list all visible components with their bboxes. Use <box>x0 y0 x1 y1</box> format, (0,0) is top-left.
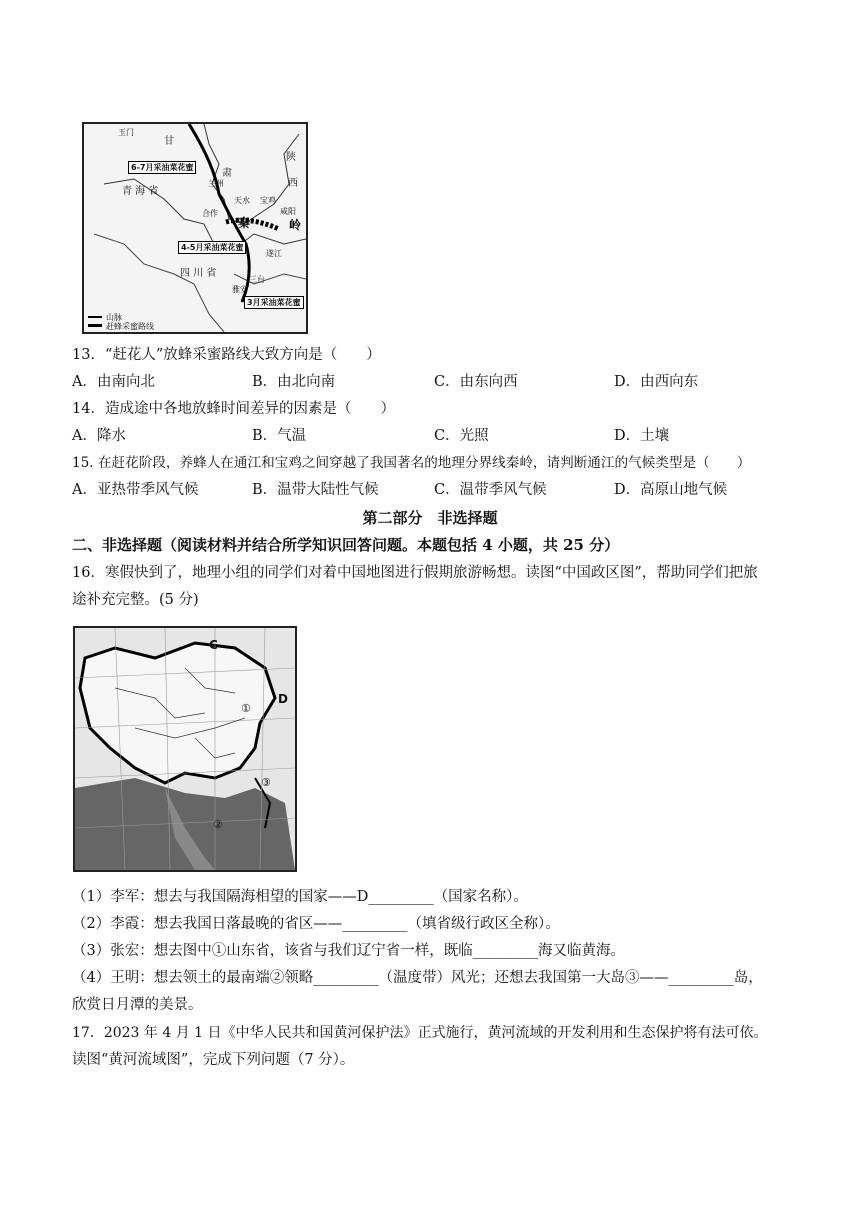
question-13-stem: 13．“赶花人”放蜂采蜜路线大致方向是（ ） <box>72 347 381 363</box>
question-13-option-b[interactable]: B．由北向南 <box>252 374 336 390</box>
map-label-baoji: 宝鸡 <box>260 196 276 205</box>
map-label-tianshui: 天水 <box>234 196 250 205</box>
question-13-option-c[interactable]: C．由东向西 <box>434 374 518 390</box>
map-label-santai: 三台 <box>249 275 265 284</box>
question-14-stem: 14．造成途中各地放蜂时间差异的因素是（ ） <box>72 401 395 417</box>
map-label-range-3: 3月采油菜花蜜 <box>244 296 304 309</box>
question-15-option-b[interactable]: B．温带大陆性气候 <box>252 482 379 498</box>
bee-route-map <box>82 122 308 334</box>
china-political-map <box>73 626 297 872</box>
question-14-option-d[interactable]: D．土壤 <box>614 428 670 444</box>
china-map-drawing <box>75 628 295 870</box>
map-label-yumen: 玉门 <box>118 128 134 137</box>
map-label-xi: 西 <box>288 178 298 189</box>
question-15-option-a[interactable]: A．亚热带季风气候 <box>72 482 199 498</box>
map-label-lanzhou: 兰州 <box>208 179 224 188</box>
part2-heading: 第二部分 非选择题 <box>362 509 498 527</box>
question-13-option-d[interactable]: D．由西向东 <box>614 374 699 390</box>
question-16-sub4-line1: （4）王明：想去领土的最南端②领略_________（温度带）风光；还想去我国第一大岛③——_________岛， <box>72 970 763 986</box>
map-label-ling: 岭 <box>289 218 302 232</box>
map-label-hezuo: 合作 <box>202 209 218 218</box>
map-label-sichuan: 四 川 省 <box>180 268 217 279</box>
map-label-d: D <box>278 692 288 706</box>
map-label-ya-an: 雅安 <box>232 285 248 294</box>
map-label-shaan: 陕 <box>286 152 296 163</box>
map-label-suijiang: 遂江 <box>266 249 282 258</box>
map-label-su: 肃 <box>222 168 232 179</box>
legend-route: 赶蜂采蜜路线 <box>106 322 154 331</box>
map-label-1: ① <box>241 702 251 715</box>
question-14-option-c[interactable]: C．光照 <box>434 428 489 444</box>
map-label-qinghai: 青 海 省 <box>122 186 159 197</box>
question-16-sub1: （1）李军：想去与我国隔海相望的国家——D_________（国家名称）。 <box>72 889 528 905</box>
question-17-line1: 17．2023 年 4 月 1 日《中华人民共和国黄河保护法》正式施行，黄河流域的开发利用和生态保护将有法可依。 <box>72 1025 768 1041</box>
question-15-option-c[interactable]: C．温带季风气候 <box>434 482 547 498</box>
map-label-3: ③ <box>261 776 271 789</box>
map-label-gan: 甘 <box>164 136 174 147</box>
question-14-option-a[interactable]: A．降水 <box>72 428 126 444</box>
map-label-qin: 秦 <box>238 216 251 230</box>
map-label-range-6-7: 6-7月采油菜花蜜 <box>128 161 196 174</box>
question-16-stem-line2: 途补充完整。(5 分) <box>72 592 199 608</box>
legend-mountain: 山脉 <box>106 313 122 322</box>
map-label-xianyang: 咸阳 <box>280 207 296 216</box>
map-label-2: ② <box>213 818 223 831</box>
question-17-line2: 读图“黄河流域图”，完成下列问题（7 分）。 <box>72 1052 355 1068</box>
question-16-sub3: （3）张宏：想去图中①山东省，该省与我们辽宁省一样，既临_________海又临黄海。 <box>72 943 625 959</box>
map-label-c: C <box>209 638 218 652</box>
question-16-sub2: （2）李霞：想去我国日落最晚的省区——_________（填省级行政区全称）。 <box>72 916 560 932</box>
question-14-option-b[interactable]: B．气温 <box>252 428 307 444</box>
map-label-range-4-5: 4-5月采油菜花蜜 <box>178 241 246 254</box>
question-15-stem: 15. 在赶花阶段，养蜂人在通江和宝鸡之间穿越了我国著名的地理分界线秦岭，请判断通江的气候类型是（ ） <box>72 455 751 471</box>
question-15-option-d[interactable]: D．高原山地气候 <box>614 482 728 498</box>
question-16-sub4-line2: 欣赏日月潭的美景。 <box>72 997 203 1013</box>
section-title: 二、非选择题（阅读材料并结合所学知识回答问题。本题包括 4 小题，共 25 分） <box>72 536 620 554</box>
question-13-option-a[interactable]: A．由南向北 <box>72 374 155 390</box>
question-16-stem-line1: 16．寒假快到了，地理小组的同学们对着中国地图进行假期旅游畅想。读图“中国政区图”，帮助同学们把旅 <box>72 565 758 581</box>
